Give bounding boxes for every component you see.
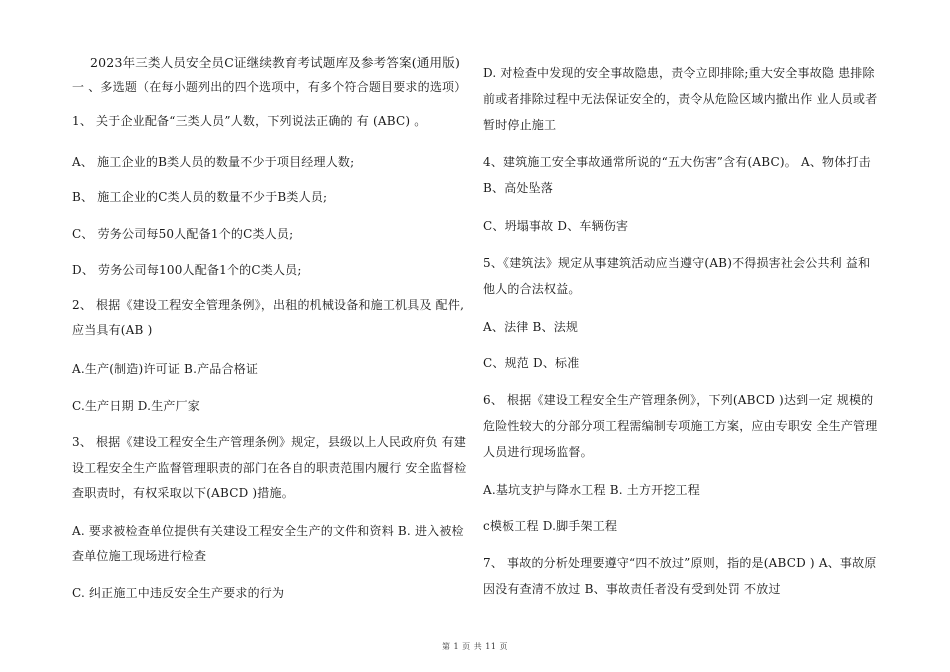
question-3-cont: 查职责时，有权采取以下(ABCD )措施。 xyxy=(72,486,294,500)
option-line: D. 对检查中发现的安全事故隐患，责令立即排除;重大安全事故隐 患排除 xyxy=(483,66,875,80)
option-line: A.基坑支护与降水工程 B. 土方开挖工程 xyxy=(483,483,700,497)
option-line: C、 劳务公司每50人配备1个的C类人员; xyxy=(72,227,294,241)
section-heading: 一 、多选题（在每小题列出的四个选项中，有多个符合题目要求的选项） xyxy=(72,80,467,94)
question-7-cont: 因没有查清不放过 B、事故责任者没有受到处罚 不放过 xyxy=(483,582,781,596)
question-6: 6、 根据《建设工程安全生产管理条例》，下列(ABCD )达到一定 规模的 xyxy=(483,393,874,407)
option-line: A. 要求被检查单位提供有关建设工程安全生产的文件和资料 B. 进入被检 xyxy=(72,524,464,538)
question-1: 1、 关于企业配备“三类人员”人数，下列说法正确的 有 (ABC) 。 xyxy=(72,114,427,128)
question-2: 2、 根据《建设工程安全管理条例》，出租的机械设备和施工机具及 配件, xyxy=(72,298,465,312)
option-line-cont: 查单位施工现场进行检查 xyxy=(72,549,207,563)
question-3: 3、 根据《建设工程安全生产管理条例》规定，县级以上人民政府负 有建 xyxy=(72,435,467,449)
option-line-cont: 暂时停止施工 xyxy=(483,118,557,132)
question-5: 5、《建筑法》规定从事建筑活动应当遵守(AB)不得损害社会公共利 益和 xyxy=(483,256,871,270)
question-6-cont: 人员进行现场监督。 xyxy=(483,445,593,459)
option-line: D、 劳务公司每100人配备1个的C类人员; xyxy=(72,263,302,277)
question-5-cont: 他人的合法权益。 xyxy=(483,282,581,296)
question-4: 4、建筑施工安全事故通常所说的“五大伤害”含有(ABC)。 A、物体打击 xyxy=(483,155,871,169)
option-line: A、法律 B、法规 xyxy=(483,320,579,334)
option-line-cont: 前或者排除过程中无法保证安全的，责令从危险区域内撤出作 业人员或者 xyxy=(483,92,878,106)
question-3-cont: 设工程安全生产监督管理职责的部门在各自的职责范围内履行 安全监督检 xyxy=(72,461,467,475)
page-footer: 第 1 页 共 11 页 xyxy=(442,642,508,651)
option-line: A.生产(制造)许可证 B.产品合格证 xyxy=(72,362,259,376)
question-7: 7、 事故的分析处理要遵守“四不放过”原则，指的是(ABCD ) A、事故原 xyxy=(483,556,877,570)
option-line: c模板工程 D.脚手架工程 xyxy=(483,519,618,533)
question-6-cont: 危险性较大的分部分项工程需编制专项施工方案，应由专职安 全生产管理 xyxy=(483,419,878,433)
option-line: A、 施工企业的B类人员的数量不少于项目经理人数; xyxy=(72,155,355,169)
option-line: B、高处坠落 xyxy=(483,181,554,195)
option-line: C、坍塌事故 D、车辆伤害 xyxy=(483,219,629,233)
option-line: B、 施工企业的C类人员的数量不少于B类人员; xyxy=(72,190,328,204)
document-title: 2023年三类人员安全员C证继续教育考试题库及参考答案(通用版) xyxy=(90,55,461,70)
option-line: C. 纠正施工中违反安全生产要求的行为 xyxy=(72,586,285,600)
question-2-cont: 应当具有(AB ) xyxy=(72,323,153,337)
option-line: C、规范 D、标准 xyxy=(483,356,580,370)
option-line: C.生产日期 D.生产厂家 xyxy=(72,399,200,413)
